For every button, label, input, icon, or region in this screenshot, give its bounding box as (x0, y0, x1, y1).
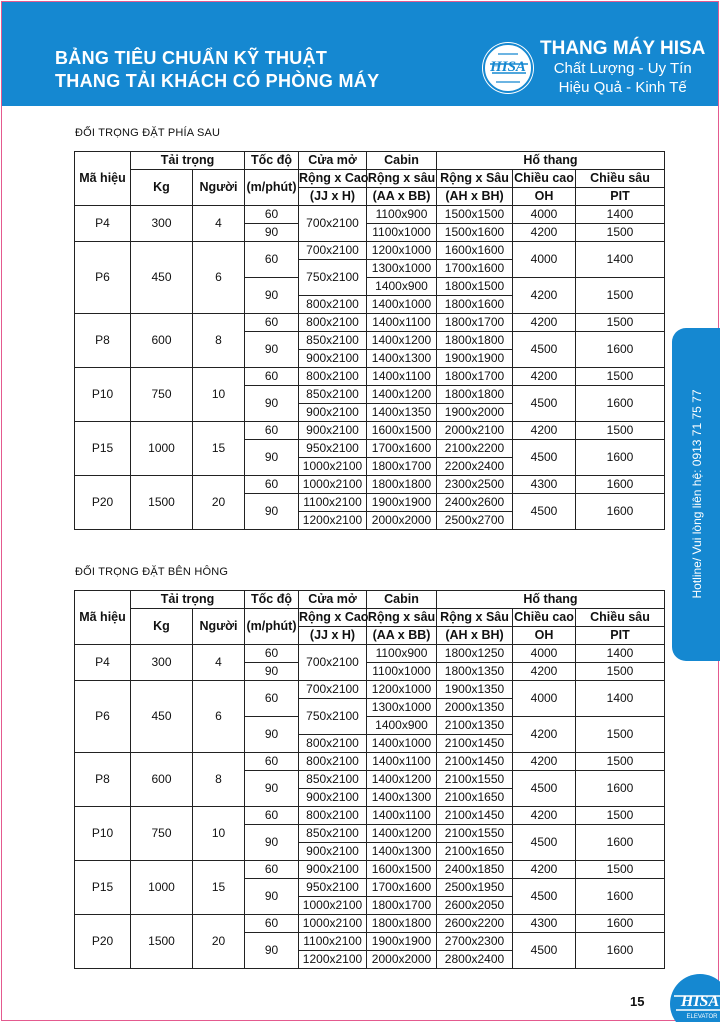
header-shaft: Hố thang (437, 152, 665, 170)
cell-cabin: 1800x1800 (367, 915, 437, 933)
cell-pit: 1500 (576, 663, 665, 681)
header-model-code: Mã hiệu (75, 591, 131, 645)
cell-persons: 10 (193, 368, 245, 422)
spec-table-side (74, 590, 665, 969)
cell-persons: 15 (193, 422, 245, 476)
header-shaft-size: Rộng x Sâu (437, 609, 513, 627)
section-title-rear: ĐỐI TRỌNG ĐẶT PHÍA SAU (75, 127, 221, 139)
header-kg: Kg (131, 609, 193, 645)
cell-door: 850x2100 (299, 825, 367, 843)
cell-door: 900x2100 (299, 350, 367, 368)
cell-door: 1100x2100 (299, 933, 367, 951)
cell-cabin: 1400x1200 (367, 332, 437, 350)
cell-model: P20 (75, 915, 131, 969)
cell-cabin: 1100x900 (367, 645, 437, 663)
cell-cabin: 1400x1350 (367, 404, 437, 422)
header-cabin-unit: (AA x BB) (367, 627, 437, 645)
table-row (75, 807, 665, 825)
cell-shaft: 2200x2400 (437, 458, 513, 476)
cell-overhead: 4000 (513, 681, 576, 717)
table-row (75, 314, 665, 332)
cell-door: 800x2100 (299, 735, 367, 753)
cell-shaft: 2000x1350 (437, 699, 513, 717)
cell-door: 950x2100 (299, 879, 367, 897)
table-row (75, 753, 665, 771)
header-overhead: Chiều cao (513, 609, 576, 627)
cell-cabin: 1400x1300 (367, 350, 437, 368)
header-cabin: Cabin (367, 591, 437, 609)
header-oh: OH (513, 627, 576, 645)
cell-pit: 1500 (576, 422, 665, 440)
header-cabin: Cabin (367, 152, 437, 170)
cell-kg: 1500 (131, 476, 193, 530)
cell-speed: 90 (245, 224, 299, 242)
cell-speed: 60 (245, 807, 299, 825)
cell-model: P6 (75, 681, 131, 753)
header-door-size: Rộng x Cao (299, 609, 367, 627)
cell-door: 800x2100 (299, 807, 367, 825)
brand-tagline-1: Chất Lượng - Uy Tín (553, 60, 692, 77)
cell-cabin: 1100x900 (367, 206, 437, 224)
cell-kg: 1000 (131, 422, 193, 476)
cell-door: 1100x2100 (299, 494, 367, 512)
cell-shaft: 1800x1600 (437, 296, 513, 314)
cell-door: 800x2100 (299, 368, 367, 386)
cell-door: 900x2100 (299, 404, 367, 422)
cell-cabin: 1600x1500 (367, 422, 437, 440)
header-kg: Kg (131, 170, 193, 206)
cell-kg: 300 (131, 206, 193, 242)
table-row (75, 368, 665, 386)
cell-shaft: 1500x1600 (437, 224, 513, 242)
cell-persons: 20 (193, 476, 245, 530)
header-shaft: Hố thang (437, 591, 665, 609)
cell-shaft: 2100x1450 (437, 807, 513, 825)
cell-speed: 90 (245, 663, 299, 681)
cell-shaft: 1800x1350 (437, 663, 513, 681)
cell-shaft: 1900x1900 (437, 350, 513, 368)
cell-overhead: 4500 (513, 440, 576, 476)
header-door-unit: (JJ x H) (299, 188, 367, 206)
cell-cabin: 1800x1700 (367, 458, 437, 476)
header-oh: OH (513, 188, 576, 206)
cell-overhead: 4200 (513, 422, 576, 440)
header-speed: Tốc độ (245, 591, 299, 609)
cell-shaft: 2500x2700 (437, 512, 513, 530)
cell-shaft: 2000x2100 (437, 422, 513, 440)
cell-overhead: 4200 (513, 368, 576, 386)
cell-persons: 8 (193, 753, 245, 807)
cell-overhead: 4500 (513, 386, 576, 422)
header-pit-unit: PIT (576, 627, 665, 645)
header-row (75, 170, 665, 188)
cell-cabin: 1400x1300 (367, 789, 437, 807)
emblem-subtext: ELEVATOR (686, 1014, 718, 1020)
cell-cabin: 1600x1500 (367, 861, 437, 879)
header-row (75, 609, 665, 627)
cell-shaft: 2100x1550 (437, 825, 513, 843)
cell-persons: 6 (193, 242, 245, 314)
cell-door: 850x2100 (299, 332, 367, 350)
cell-persons: 4 (193, 206, 245, 242)
hisa-emblem-icon (656, 966, 720, 1022)
cell-speed: 90 (245, 278, 299, 314)
header-door: Cửa mở (299, 152, 367, 170)
cell-speed: 90 (245, 386, 299, 422)
cell-shaft: 2400x2600 (437, 494, 513, 512)
cell-shaft: 1900x1350 (437, 681, 513, 699)
cell-door: 800x2100 (299, 753, 367, 771)
cell-overhead: 4200 (513, 224, 576, 242)
cell-shaft: 2100x1550 (437, 771, 513, 789)
header-banner (2, 2, 718, 106)
cell-speed: 90 (245, 332, 299, 368)
table-row (75, 242, 665, 260)
cell-pit: 1500 (576, 861, 665, 879)
header-pit: Chiều sâu (576, 170, 665, 188)
cell-kg: 600 (131, 753, 193, 807)
cell-kg: 750 (131, 807, 193, 861)
cell-persons: 4 (193, 645, 245, 681)
header-load: Tải trọng (131, 152, 245, 170)
cell-door: 1200x2100 (299, 512, 367, 530)
cell-speed: 60 (245, 206, 299, 224)
cell-cabin: 1100x1000 (367, 663, 437, 681)
cell-overhead: 4500 (513, 494, 576, 530)
cell-cabin: 1800x1700 (367, 897, 437, 915)
cell-door: 1000x2100 (299, 897, 367, 915)
cell-door: 900x2100 (299, 422, 367, 440)
header-cabin-size: Rộng x sâu (367, 170, 437, 188)
cell-persons: 15 (193, 861, 245, 915)
cell-pit: 1500 (576, 224, 665, 242)
cell-cabin: 1400x1200 (367, 825, 437, 843)
cell-cabin: 1900x1900 (367, 933, 437, 951)
cell-door: 900x2100 (299, 861, 367, 879)
table-row (75, 476, 665, 494)
cell-overhead: 4200 (513, 717, 576, 753)
cell-model: P20 (75, 476, 131, 530)
page-title (55, 47, 379, 93)
cell-door: 1200x2100 (299, 951, 367, 969)
cell-pit: 1600 (576, 771, 665, 807)
cell-shaft: 1900x2000 (437, 404, 513, 422)
header-cabin-size: Rộng x sâu (367, 609, 437, 627)
cell-door: 900x2100 (299, 789, 367, 807)
cell-overhead: 4500 (513, 771, 576, 807)
cell-kg: 450 (131, 681, 193, 753)
cell-kg: 1000 (131, 861, 193, 915)
cell-speed: 60 (245, 242, 299, 278)
cell-shaft: 2100x2200 (437, 440, 513, 458)
logo-text: HISA (490, 59, 526, 75)
cell-overhead: 4200 (513, 314, 576, 332)
table-row (75, 422, 665, 440)
cell-cabin: 1400x1100 (367, 807, 437, 825)
cell-speed: 60 (245, 753, 299, 771)
cell-speed: 90 (245, 825, 299, 861)
cell-shaft: 1500x1500 (437, 206, 513, 224)
cell-cabin: 1400x900 (367, 278, 437, 296)
cell-overhead: 4300 (513, 915, 576, 933)
cell-shaft: 1800x1700 (437, 314, 513, 332)
cell-shaft: 2300x2500 (437, 476, 513, 494)
cell-shaft: 2100x1450 (437, 753, 513, 771)
cell-door: 700x2100 (299, 206, 367, 242)
header-load: Tải trọng (131, 591, 245, 609)
cell-speed: 90 (245, 440, 299, 476)
header-overhead: Chiều cao (513, 170, 576, 188)
brand-name: THANG MÁY HISA (540, 38, 706, 59)
cell-cabin: 1900x1900 (367, 494, 437, 512)
cell-model: P10 (75, 807, 131, 861)
cell-pit: 1400 (576, 206, 665, 224)
cell-speed: 60 (245, 915, 299, 933)
cell-overhead: 4500 (513, 825, 576, 861)
cell-kg: 300 (131, 645, 193, 681)
cell-cabin: 1300x1000 (367, 260, 437, 278)
cell-speed: 60 (245, 476, 299, 494)
cell-kg: 1500 (131, 915, 193, 969)
cell-cabin: 1800x1800 (367, 476, 437, 494)
cell-shaft: 2500x1950 (437, 879, 513, 897)
header-model-code: Mã hiệu (75, 152, 131, 206)
cell-speed: 90 (245, 879, 299, 915)
cell-speed: 60 (245, 368, 299, 386)
cell-speed: 90 (245, 494, 299, 530)
header-door-size: Rộng x Cao (299, 170, 367, 188)
cell-overhead: 4500 (513, 332, 576, 368)
table-row (75, 915, 665, 933)
emblem-text: HISA (680, 993, 720, 1010)
header-persons: Người (193, 170, 245, 206)
cell-overhead: 4500 (513, 879, 576, 915)
cell-shaft: 2100x1650 (437, 789, 513, 807)
cell-kg: 450 (131, 242, 193, 314)
cell-shaft: 1700x1600 (437, 260, 513, 278)
cell-shaft: 2700x2300 (437, 933, 513, 951)
cell-door: 800x2100 (299, 296, 367, 314)
brand-tagline-2: Hiệu Quả - Kinh Tế (558, 79, 687, 96)
cell-door: 700x2100 (299, 681, 367, 699)
cell-cabin: 1400x1100 (367, 753, 437, 771)
header-shaft-size: Rộng x Sâu (437, 170, 513, 188)
cell-speed: 90 (245, 717, 299, 753)
cell-shaft: 2100x1350 (437, 717, 513, 735)
header-door: Cửa mở (299, 591, 367, 609)
page-title-line1: BẢNG TIÊU CHUẨN KỸ THUẬT (55, 48, 328, 68)
cell-door: 900x2100 (299, 843, 367, 861)
cell-speed: 90 (245, 933, 299, 969)
header-shaft-unit: (AH x BH) (437, 627, 513, 645)
cell-pit: 1400 (576, 645, 665, 663)
cell-speed: 60 (245, 861, 299, 879)
cell-overhead: 4000 (513, 242, 576, 278)
header-pit: Chiều sâu (576, 609, 665, 627)
cell-cabin: 1300x1000 (367, 699, 437, 717)
cell-shaft: 2100x1650 (437, 843, 513, 861)
header-speed: Tốc độ (245, 152, 299, 170)
cell-overhead: 4500 (513, 933, 576, 969)
cell-kg: 750 (131, 368, 193, 422)
table-row (75, 681, 665, 699)
cell-door: 700x2100 (299, 645, 367, 681)
cell-pit: 1600 (576, 879, 665, 915)
table-row (75, 861, 665, 879)
cell-door: 800x2100 (299, 314, 367, 332)
cell-cabin: 1400x900 (367, 717, 437, 735)
cell-pit: 1500 (576, 314, 665, 332)
cell-pit: 1500 (576, 807, 665, 825)
cell-door: 750x2100 (299, 260, 367, 296)
cell-door: 950x2100 (299, 440, 367, 458)
hisa-logo (482, 42, 534, 94)
cell-cabin: 1700x1600 (367, 440, 437, 458)
cell-model: P15 (75, 861, 131, 915)
cell-pit: 1500 (576, 368, 665, 386)
hisa-logo-icon (482, 42, 534, 94)
cell-cabin: 1400x1200 (367, 771, 437, 789)
cell-pit: 1600 (576, 494, 665, 530)
table-row (75, 645, 665, 663)
cell-speed: 60 (245, 314, 299, 332)
cell-door: 850x2100 (299, 771, 367, 789)
cell-cabin: 1200x1000 (367, 242, 437, 260)
cell-overhead: 4200 (513, 278, 576, 314)
cell-cabin: 2000x2000 (367, 512, 437, 530)
cell-speed: 60 (245, 422, 299, 440)
cell-door: 1000x2100 (299, 915, 367, 933)
cell-pit: 1600 (576, 440, 665, 476)
cell-shaft: 1800x1500 (437, 278, 513, 296)
header-speed-unit: (m/phút) (245, 609, 299, 645)
cell-cabin: 1400x1100 (367, 368, 437, 386)
cell-shaft: 2400x1850 (437, 861, 513, 879)
cell-cabin: 1100x1000 (367, 224, 437, 242)
cell-door: 1000x2100 (299, 458, 367, 476)
header-cabin-unit: (AA x BB) (367, 188, 437, 206)
header-shaft-unit: (AH x BH) (437, 188, 513, 206)
cell-door: 850x2100 (299, 386, 367, 404)
cell-cabin: 1400x1300 (367, 843, 437, 861)
cell-pit: 1400 (576, 681, 665, 717)
hotline-text: Hotline/ Vui lòng liên hệ: 0913 71 75 77 (690, 389, 704, 599)
cell-overhead: 4300 (513, 476, 576, 494)
brand-block (540, 38, 705, 97)
header-persons: Người (193, 609, 245, 645)
header-row (75, 591, 665, 609)
table-row (75, 206, 665, 224)
cell-overhead: 4000 (513, 645, 576, 663)
hisa-elevator-emblem (656, 966, 720, 1022)
cell-pit: 1400 (576, 242, 665, 278)
cell-door: 1000x2100 (299, 476, 367, 494)
cell-cabin: 1700x1600 (367, 879, 437, 897)
cell-pit: 1500 (576, 753, 665, 771)
cell-door: 750x2100 (299, 699, 367, 735)
cell-model: P8 (75, 314, 131, 368)
cell-overhead: 4200 (513, 861, 576, 879)
cell-pit: 1600 (576, 332, 665, 368)
section-title-side: ĐỐI TRỌNG ĐẶT BÊN HÔNG (75, 566, 229, 578)
cell-pit: 1500 (576, 717, 665, 753)
cell-shaft: 1800x1700 (437, 368, 513, 386)
cell-persons: 20 (193, 915, 245, 969)
cell-pit: 1600 (576, 476, 665, 494)
cell-model: P4 (75, 206, 131, 242)
cell-pit: 1600 (576, 825, 665, 861)
cell-shaft: 2600x2200 (437, 915, 513, 933)
cell-persons: 8 (193, 314, 245, 368)
cell-overhead: 4200 (513, 753, 576, 771)
cell-speed: 60 (245, 681, 299, 717)
cell-model: P15 (75, 422, 131, 476)
cell-model: P6 (75, 242, 131, 314)
cell-model: P8 (75, 753, 131, 807)
cell-pit: 1600 (576, 933, 665, 969)
spec-table-rear (74, 151, 665, 530)
cell-persons: 10 (193, 807, 245, 861)
cell-kg: 600 (131, 314, 193, 368)
cell-shaft: 2800x2400 (437, 951, 513, 969)
cell-cabin: 1200x1000 (367, 681, 437, 699)
cell-shaft: 1800x1800 (437, 332, 513, 350)
cell-pit: 1600 (576, 386, 665, 422)
cell-cabin: 1400x1100 (367, 314, 437, 332)
cell-cabin: 2000x2000 (367, 951, 437, 969)
cell-model: P10 (75, 368, 131, 422)
cell-shaft: 1800x1250 (437, 645, 513, 663)
cell-speed: 60 (245, 645, 299, 663)
cell-cabin: 1400x1000 (367, 296, 437, 314)
cell-shaft: 2100x1450 (437, 735, 513, 753)
cell-shaft: 2600x2050 (437, 897, 513, 915)
cell-pit: 1500 (576, 278, 665, 314)
cell-overhead: 4000 (513, 206, 576, 224)
cell-cabin: 1400x1000 (367, 735, 437, 753)
cell-shaft: 1600x1600 (437, 242, 513, 260)
cell-door: 700x2100 (299, 242, 367, 260)
cell-overhead: 4200 (513, 807, 576, 825)
cell-persons: 6 (193, 681, 245, 753)
page-number: 15 (630, 994, 645, 1009)
cell-cabin: 1400x1200 (367, 386, 437, 404)
page-title-line2: THANG TẢI KHÁCH CÓ PHÒNG MÁY (55, 71, 380, 91)
header-door-unit: (JJ x H) (299, 627, 367, 645)
cell-shaft: 1800x1800 (437, 386, 513, 404)
header-pit-unit: PIT (576, 188, 665, 206)
header-row (75, 152, 665, 170)
cell-model: P4 (75, 645, 131, 681)
cell-speed: 90 (245, 771, 299, 807)
cell-pit: 1600 (576, 915, 665, 933)
cell-overhead: 4200 (513, 663, 576, 681)
header-speed-unit: (m/phút) (245, 170, 299, 206)
